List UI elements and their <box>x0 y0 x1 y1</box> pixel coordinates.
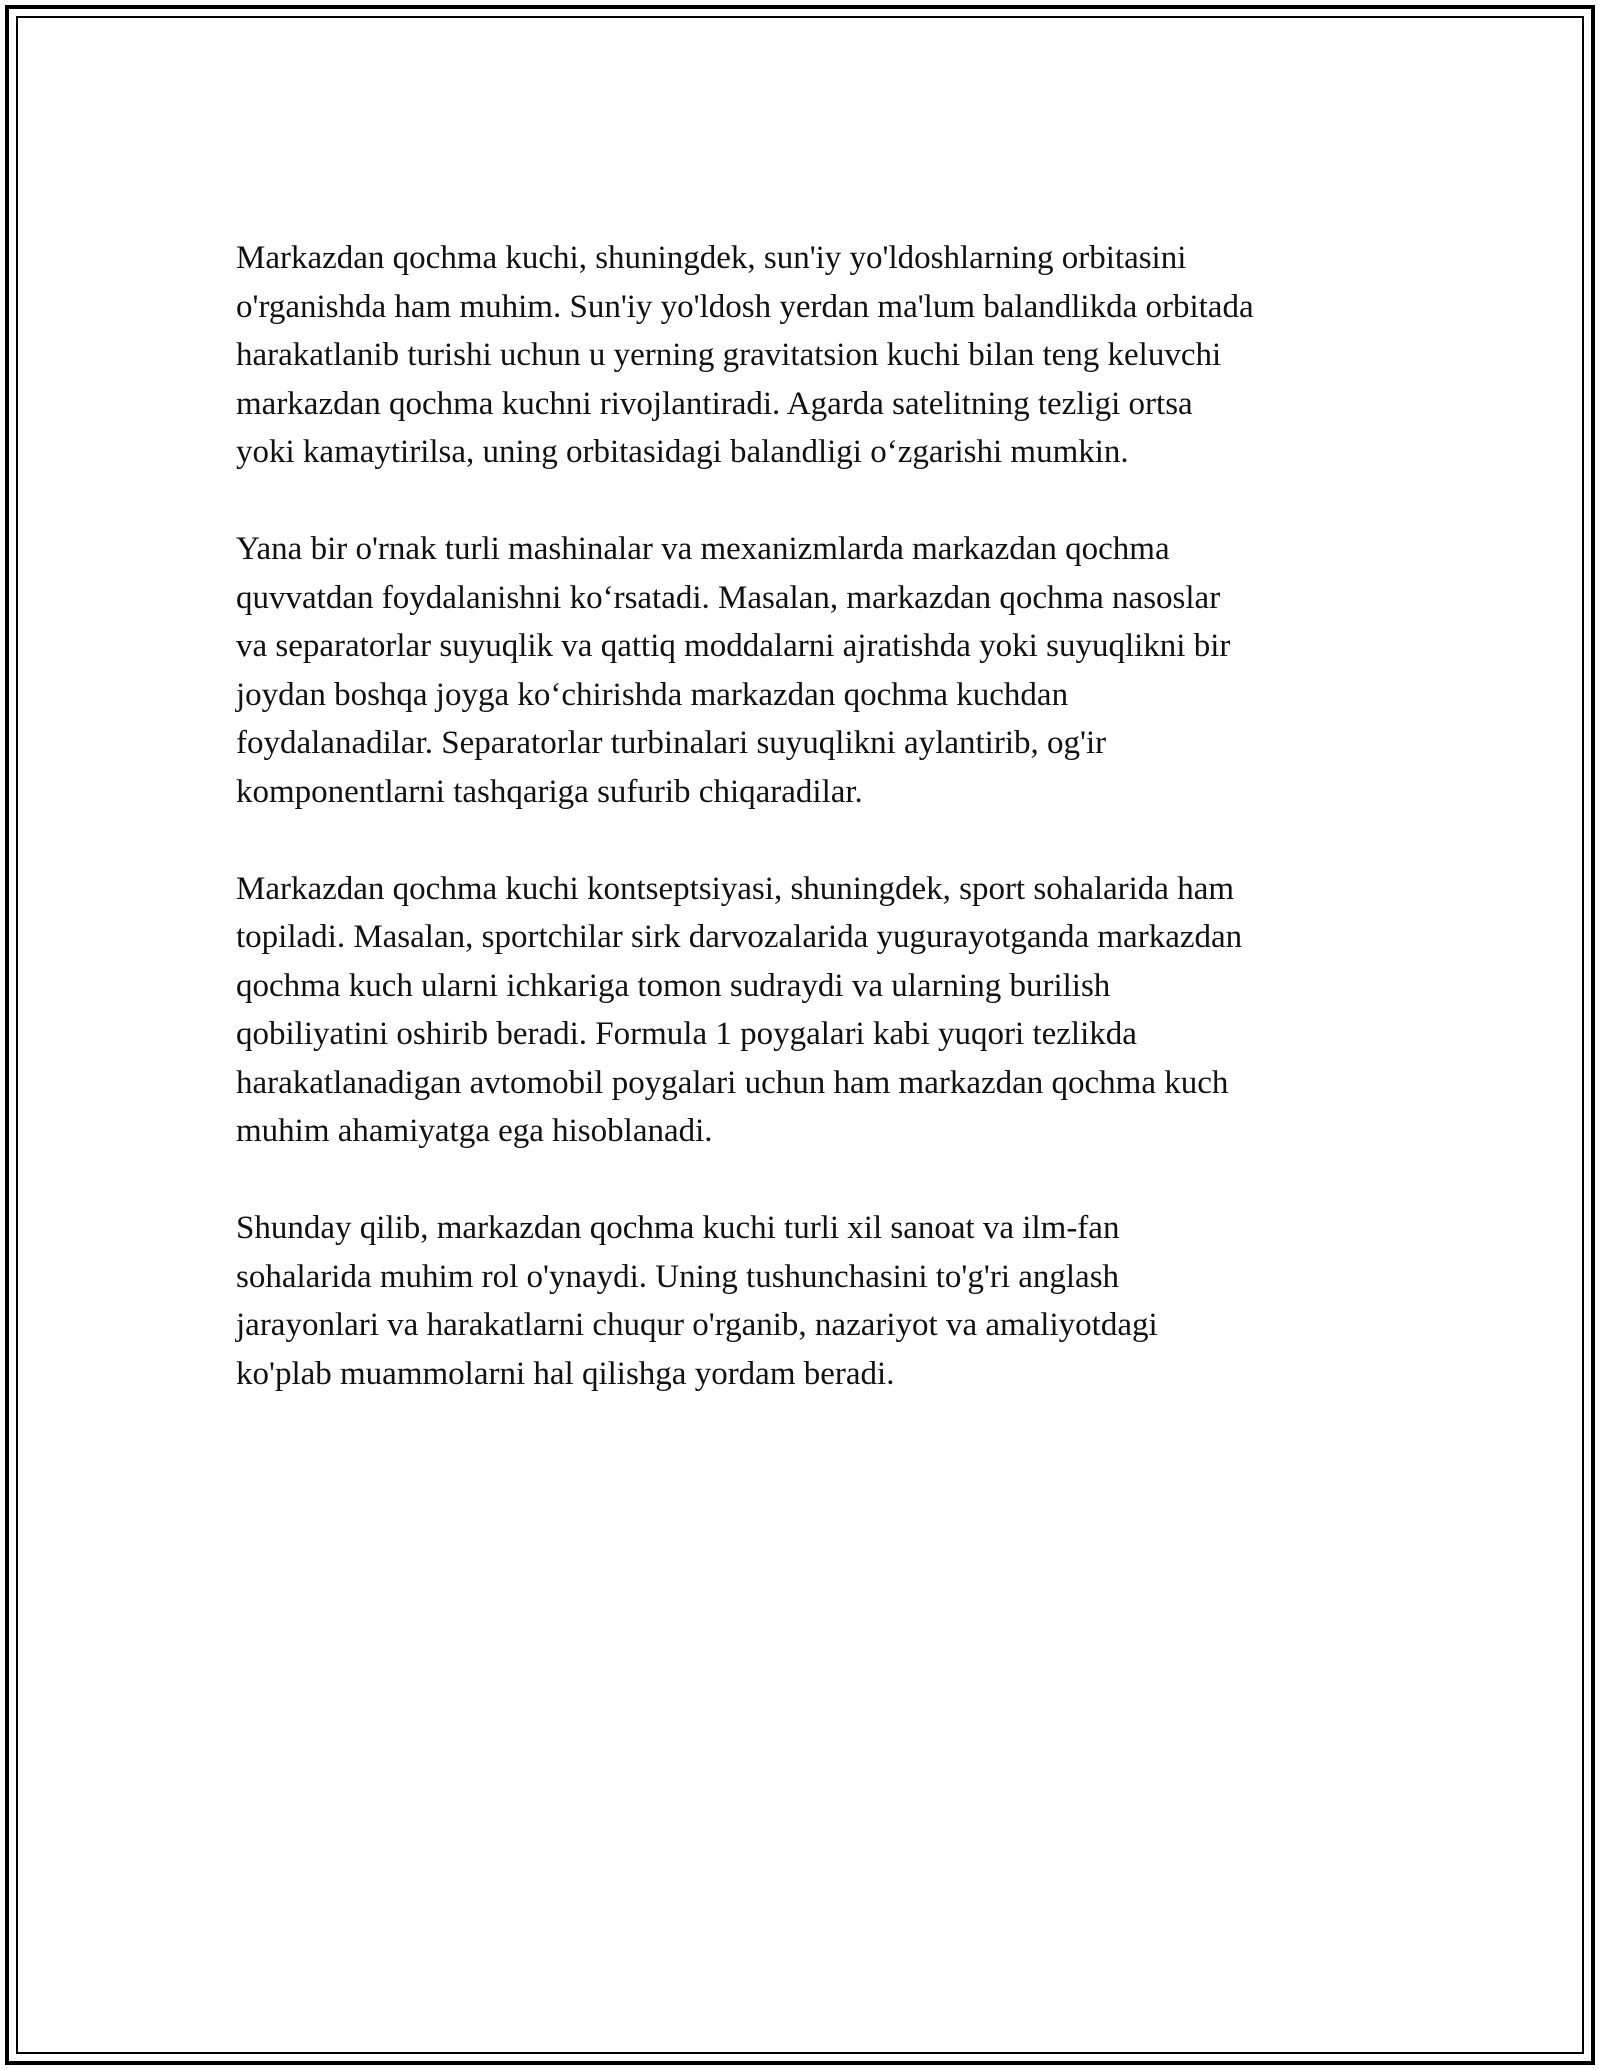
text-line: quvvatdan foydalanishni ko‘rsatadi. Masalan, markazdan qochma nasoslar <box>236 579 1221 616</box>
text-line: yoki kamaytirilsa, uning orbitasidagi balandligi o‘zgarishi mumkin. <box>236 434 1129 470</box>
text-line: jarayonlari va harakatlarni chuqur o'rganib, nazariyot va amaliyotdagi <box>236 1307 1158 1343</box>
text-line: harakatlanib turishi uchun u yerning gravitatsion kuchi bilan teng keluvchi <box>236 337 1222 373</box>
text-line: harakatlanadigan avtomobil poygalari uchun ham markazdan qochma kuch <box>236 1064 1229 1101</box>
document-body <box>236 234 1396 1447</box>
text-line: Shunday qilib, markazdan qochma kuchi turli xil sanoat va ilm-fan <box>236 1210 1120 1246</box>
paragraph-machines-mechanisms <box>236 525 1396 816</box>
text-line: qochma kuch ularni ichkariga tomon sudraydi va ularning burilish <box>236 967 1111 1004</box>
text-line: sohalarida muhim rol o'ynaydi. Uning tushunchasini to'g'ri anglash <box>236 1258 1120 1295</box>
text-line: Markazdan qochma kuchi, shuningdek, sun'iy yo'ldoshlarning orbitasini <box>236 240 1187 276</box>
text-line: markazdan qochma kuchni rivojlantiradi. Agarda satelitning tezligi ortsa <box>236 385 1193 422</box>
text-line: Yana bir o'rnak turli mashinalar va mexanizmlarda markazdan qochma <box>236 531 1170 567</box>
text-line: joydan boshqa joyga ko‘chirishda markazdan qochma kuchdan <box>236 676 1069 713</box>
text-line: foydalanadilar. Separatorlar turbinalari suyuqlikni aylantirib, og'ir <box>236 725 1107 761</box>
text-line: Markazdan qochma kuchi kontseptsiyasi, shuningdek, sport sohalarida ham <box>236 870 1235 907</box>
text-line: va separatorlar suyuqlik va qattiq moddalarni ajratishda yoki suyuqlikni bir <box>236 628 1231 664</box>
text-line: topiladi. Masalan, sportchilar sirk darvozalarida yugurayotganda markazdan <box>236 919 1243 955</box>
paragraph-sports <box>236 865 1396 1156</box>
paragraph-satellite-orbits <box>236 234 1396 477</box>
text-line: muhim ahamiyatga ega hisoblanadi. <box>236 1113 713 1149</box>
paragraph-conclusion <box>236 1204 1396 1398</box>
text-line: komponentlarni tashqariga sufurib chiqaradilar. <box>236 773 863 810</box>
text-line: o'rganishda ham muhim. Sun'iy yo'ldosh yerdan ma'lum balandlikda orbitada <box>236 288 1254 325</box>
text-line: qobiliyatini oshirib beradi. Formula 1 poygalari kabi yuqori tezlikda <box>236 1016 1137 1052</box>
text-line: ko'plab muammolarni hal qilishga yordam beradi. <box>236 1355 895 1392</box>
